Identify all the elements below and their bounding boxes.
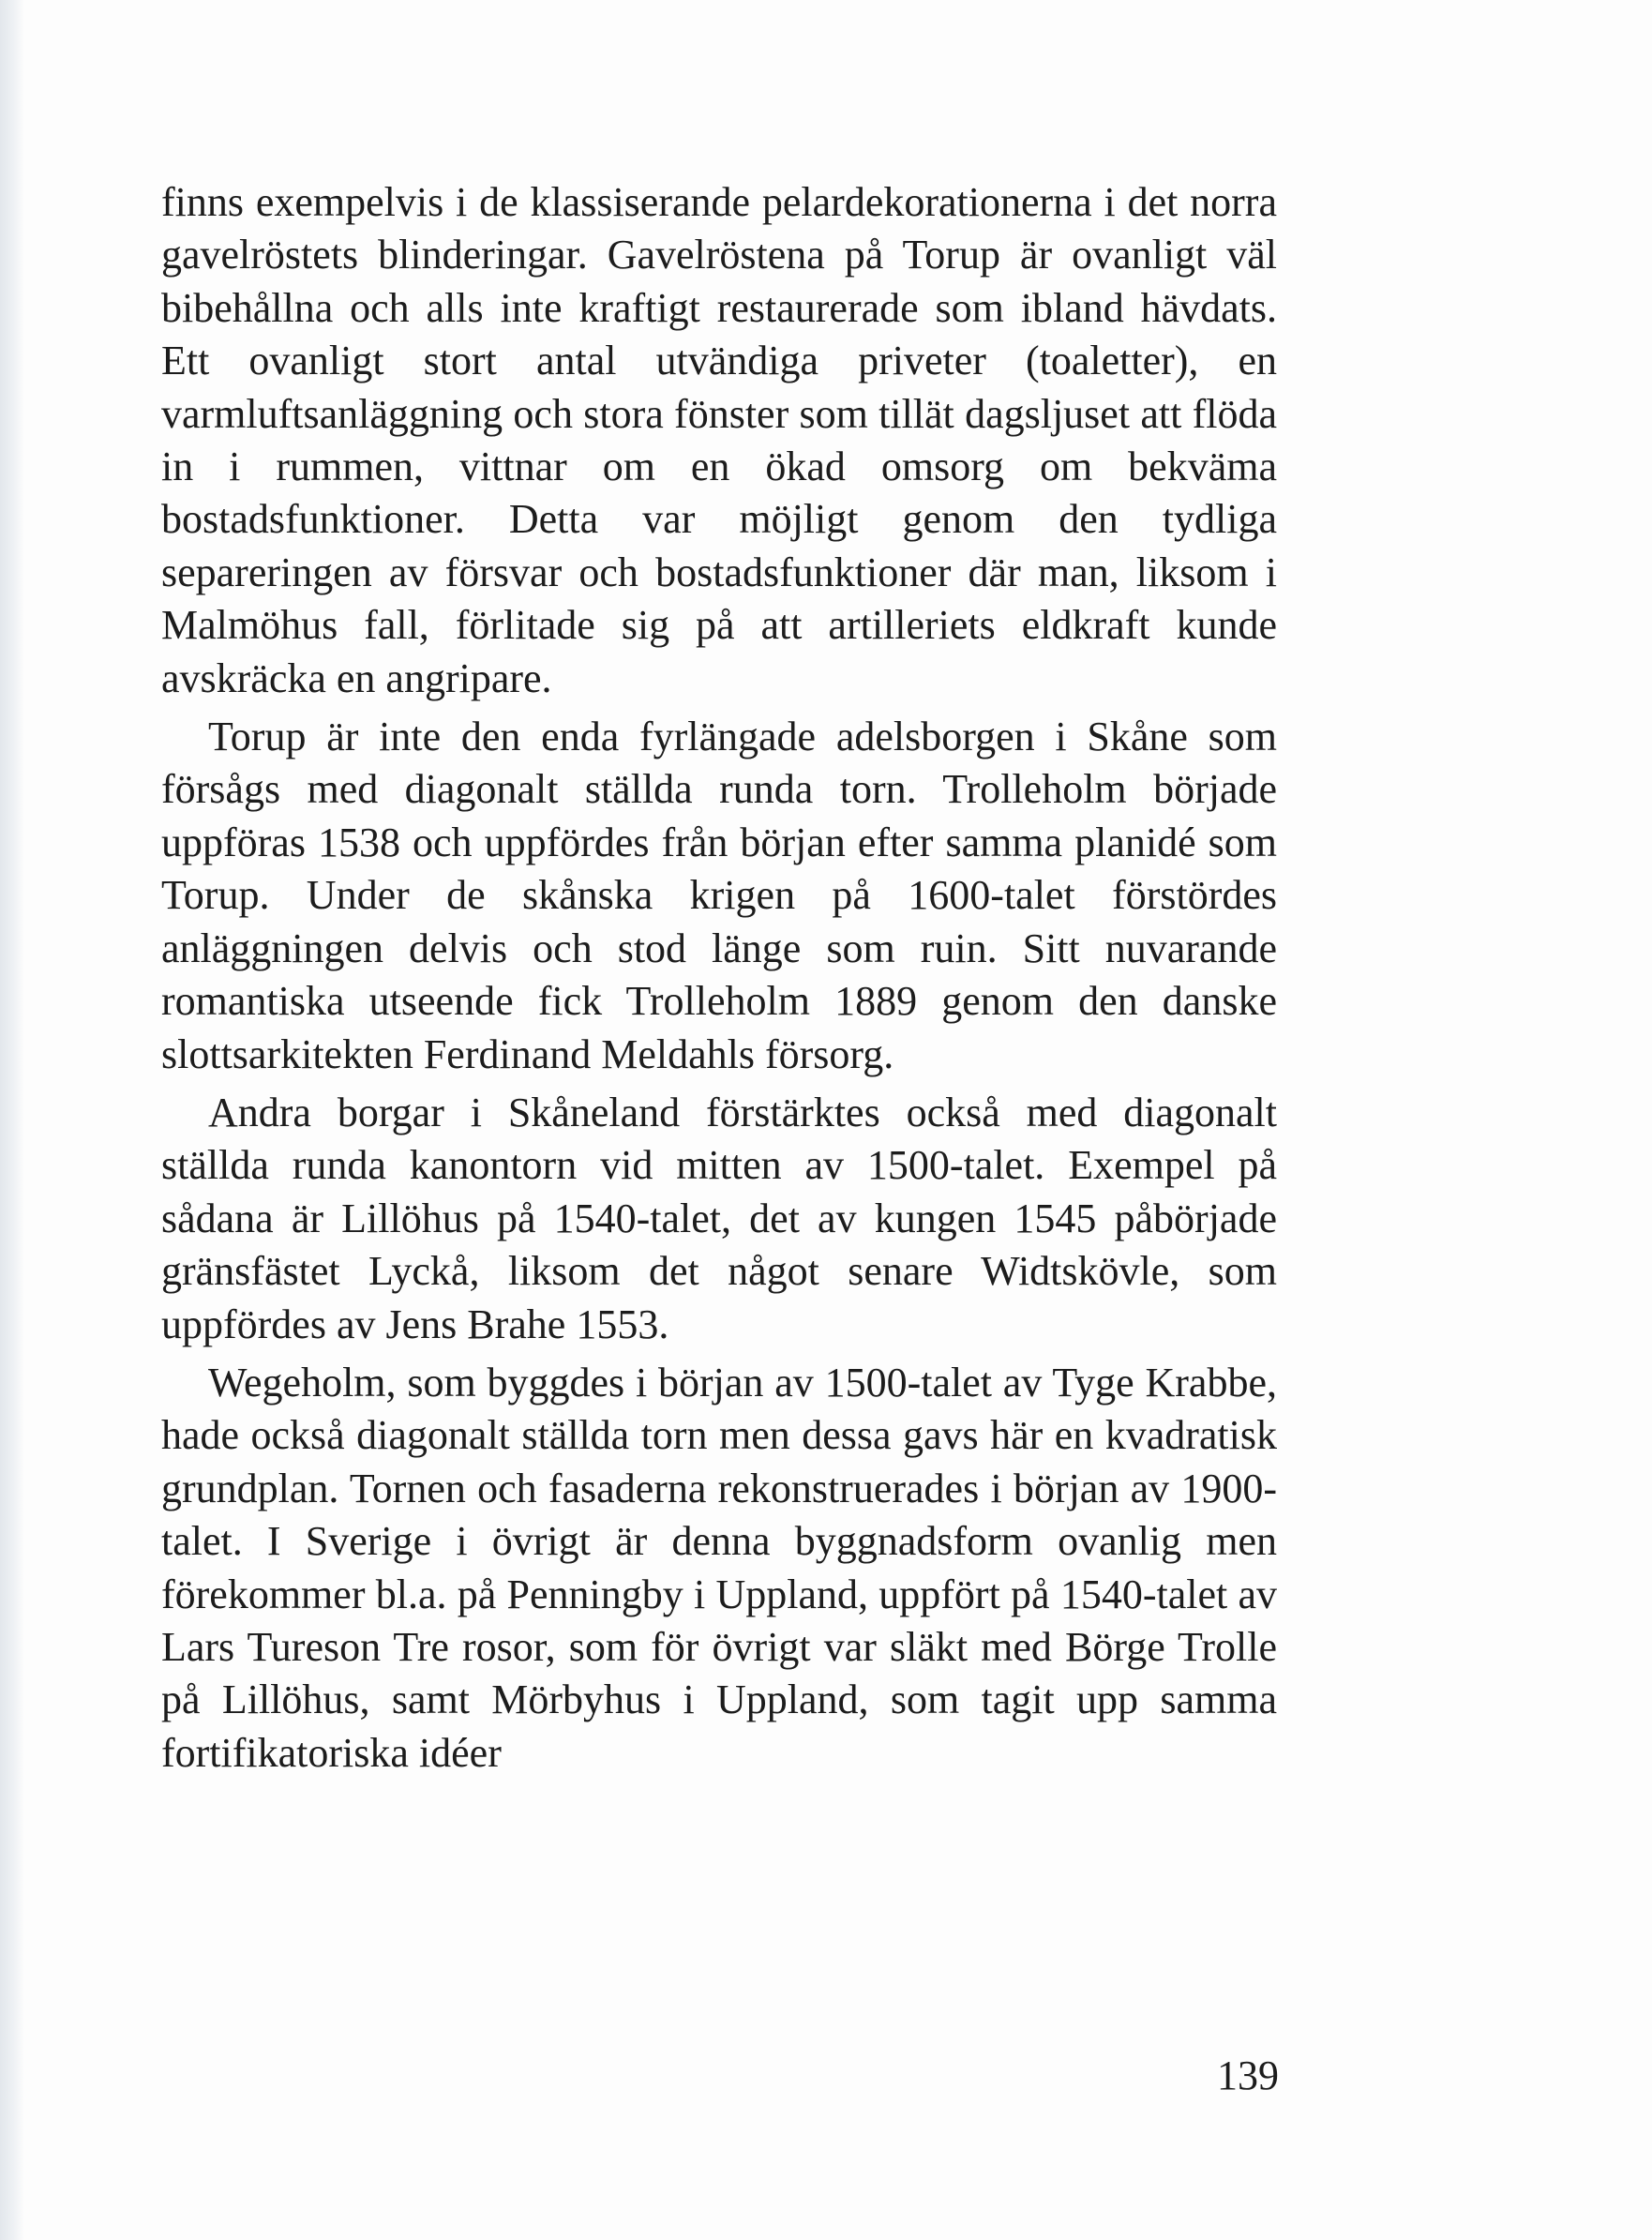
page-number: 139 bbox=[1217, 2052, 1279, 2098]
paragraph-1: finns exempelvis i de klassiserande pelardekorationerna i det norra gavelröstets blinderingar. Gavelröstena på Torup är ovanligt väl bibehållna och alls inte kraftigt restaurerade som ibland hävdats. Ett ovanligt stort antal utvändiga priveter (toaletter), en varmluftsanläggning och stora fönster som tillät dagsljuset att flöda in i rummen, vittnar om en ökad omsorg om bekväma bostadsfunktioner. Detta var möjligt genom den tydliga separeringen av försvar och bostadsfunktioner där man, liksom i Malmöhus fall, förlitade sig på att artilleriets eldkraft kunde avskräcka en angripare. bbox=[161, 179, 1277, 701]
page-edge-shadow bbox=[0, 0, 24, 2240]
body-text bbox=[161, 176, 1277, 1780]
paragraph-4: Wegeholm, som byggdes i början av 1500-talet av Tyge Krabbe, hade också diagonalt ställda torn men dessa gavs här en kvadratisk grundplan. Tornen och fasaderna rekonstruerades i början av 1900-talet. I Sverige i övrigt är denna byggnadsform ovanlig men förekommer bl.a. på Penningby i Uppland, uppfört på 1540-talet av Lars Tureson Tre rosor, som för övrigt var släkt med Börge Trolle på Lillöhus, samt Mörbyhus i Uppland, som tagit upp samma fortifikatoriska idéer bbox=[161, 1359, 1277, 1776]
paragraph-2: Torup är inte den enda fyrlängade adelsborgen i Skåne som försågs med diagonalt ställda runda torn. Trolleholm började uppföras 1538 och uppfördes från början efter samma planidé som Torup. Under de skånska krigen på 1600-talet förstördes anläggningen delvis och stod länge som ruin. Sitt nuvarande romantiska utseende fick Trolleholm 1889 genom den danske slottsarkitekten Ferdinand Meldahls försorg. bbox=[161, 714, 1277, 1077]
paragraph-3: Andra borgar i Skåneland förstärktes också med diagonalt ställda runda kanontorn vid mitten av 1500-talet. Exempel på sådana är Lillöhus på 1540-talet, det av kungen 1545 påbörjade gränsfästet Lyckå, liksom det något senare Widtskövle, som uppfördes av Jens Brahe 1553. bbox=[161, 1089, 1277, 1347]
